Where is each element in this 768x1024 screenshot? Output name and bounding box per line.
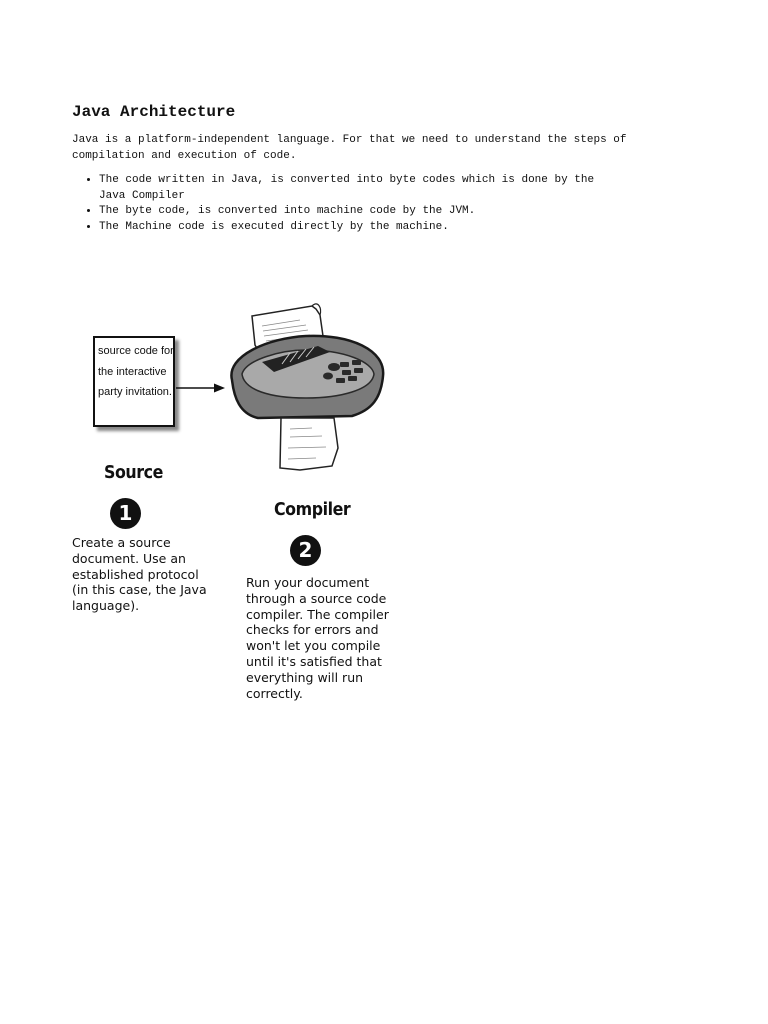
source-code-document <box>93 336 175 427</box>
step-description-line: everything will run <box>246 669 364 685</box>
arrow-right-icon <box>176 384 225 393</box>
list-item-line: The code written in Java, is converted into byte codes which is done by the <box>99 174 595 186</box>
list-item <box>99 204 639 220</box>
list-item-line: Java Compiler <box>99 189 185 202</box>
step-description-line: Run your document <box>246 575 370 590</box>
source-box-line: the interactive <box>98 365 167 378</box>
list-item <box>99 173 639 204</box>
source-box-line: party invitation. <box>98 386 172 398</box>
intro-line: compilation and execution of code. <box>72 150 297 162</box>
step-heading-source: Source <box>104 462 163 483</box>
step-number-badge: 2 <box>290 535 321 566</box>
step-description-line: compiler. The compiler <box>246 606 389 622</box>
step-description-line: established protocol <box>72 566 199 582</box>
list-item <box>99 220 639 236</box>
steps-list <box>72 173 639 235</box>
step-description-line: Create a source <box>72 535 171 550</box>
step-description-source <box>72 535 207 614</box>
step-description-line: until it's satisfied that <box>246 653 382 669</box>
list-item-line: The byte code, is converted into machine code by the JVM. <box>99 205 476 217</box>
intro-paragraph <box>72 132 632 164</box>
list-item-line: The Machine code is executed directly by the machine. <box>99 220 449 233</box>
intro-line: Java is a platform-independent language. For that we need to understand the steps of <box>72 134 627 146</box>
step-number-badge: 1 <box>110 498 141 529</box>
step-heading-compiler: Compiler <box>274 499 351 520</box>
step-description-line: through a source code <box>246 590 387 606</box>
step-description-compiler <box>246 575 389 701</box>
compiler-machine-icon <box>231 304 383 470</box>
page-title: Java Architecture <box>72 103 236 121</box>
step-description-line: checks for errors and <box>246 622 379 638</box>
step-description-line: document. Use an <box>72 550 186 566</box>
step-description-line: language). <box>72 598 140 614</box>
step-description-line: (in this case, the Java <box>72 582 207 598</box>
step-description-line: won't let you compile <box>246 638 381 654</box>
step-description-line: correctly. <box>246 685 303 701</box>
source-box-line: source code for <box>98 345 174 357</box>
